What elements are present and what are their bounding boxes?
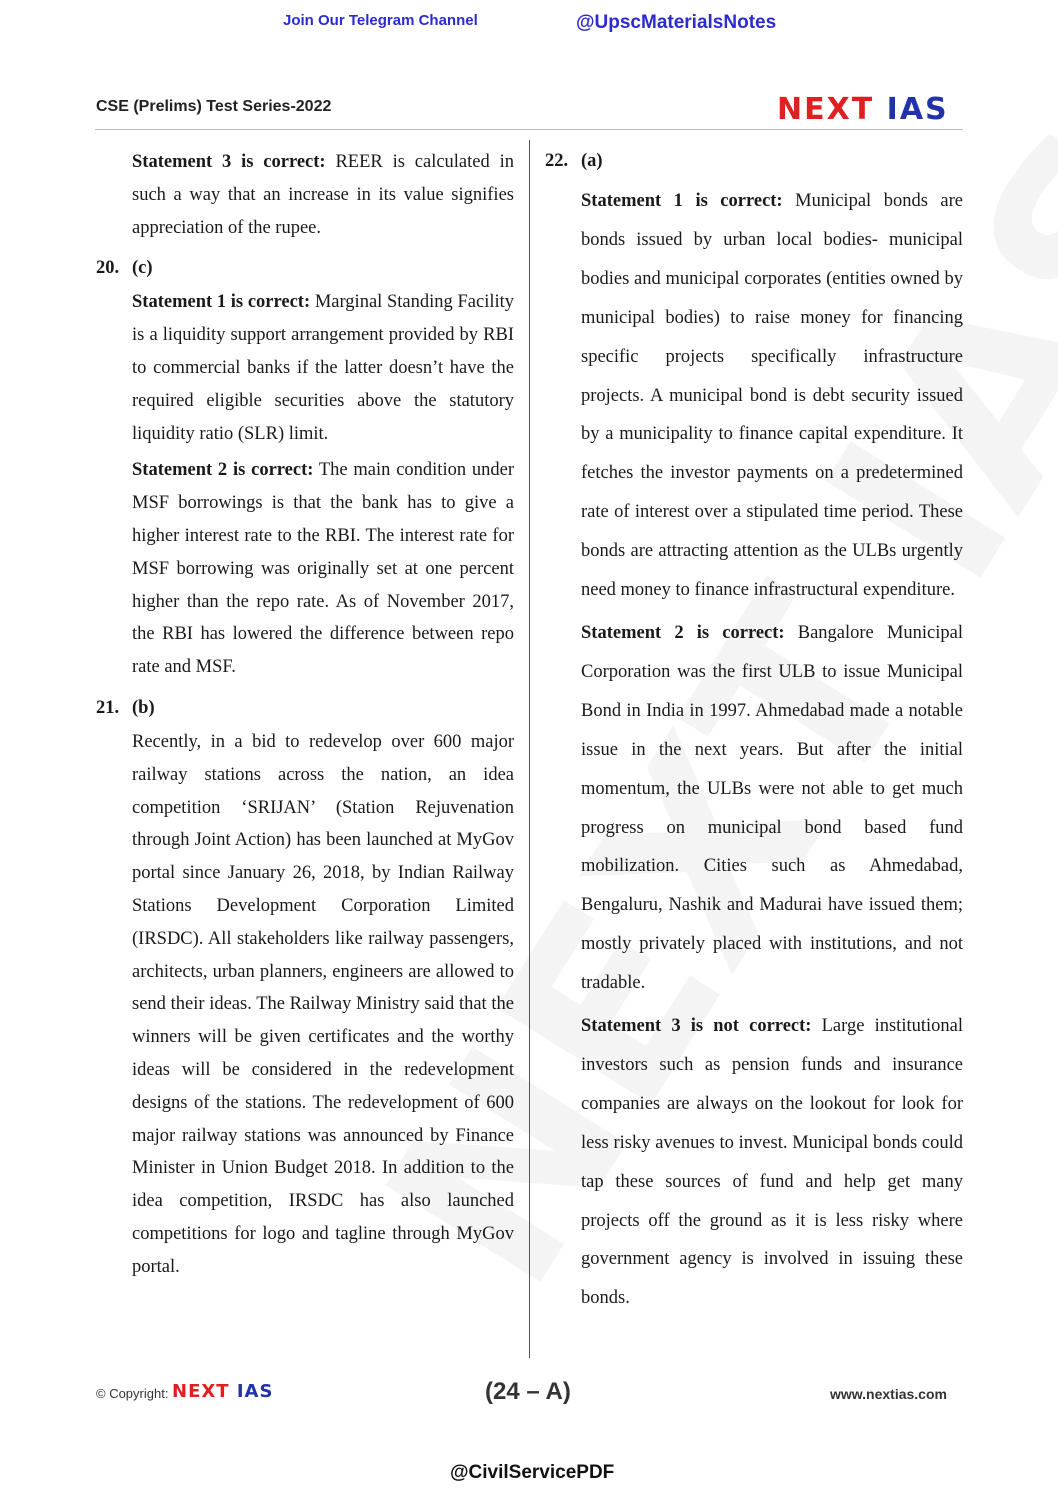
logo-ias-text: IAS	[236, 1381, 274, 1402]
column-divider	[529, 140, 530, 1358]
statement-text: REER is calculated in such a way that an increase in its value signifies appreciation of the rupee.	[132, 152, 514, 238]
statement-text: Marginal Standing Facility is a liquidity support arrangement provided by RBI to commercial banks if the latter doesn’t have the required eligible securities above the statutory liquidity ratio (SLR) limit.	[132, 292, 514, 444]
header-divider	[95, 129, 963, 130]
logo-next-text: NEXT	[777, 92, 875, 127]
question-number: 21.	[96, 697, 120, 718]
q22-statement-3	[581, 1007, 963, 1318]
question-number: 20.	[96, 258, 120, 279]
question-answer: (a)	[581, 151, 603, 171]
series-title: CSE (Prelims) Test Series-2022	[96, 98, 332, 115]
intro-paragraph	[132, 146, 514, 244]
statement-lead: Statement 1 is correct:	[581, 191, 783, 211]
statement-text: Municipal bonds are bonds issued by urban local bodies- municipal bodies and municipal corporates (entities owned by municipal bodies) to raise money for financing specific projects specifically infrastructure projects. A municipal bond is debt security issued by a municipality to finance capital expenditure. It fetches the investor payments on a predetermined rate of interest over a stipulated time period. These bonds are attracting attention as the ULBs urgently need money to finance infrastructural expenditure.	[581, 191, 964, 601]
question-20-header	[96, 252, 514, 282]
next-ias-logo	[777, 92, 949, 127]
statement-lead: Statement 2 is correct:	[581, 622, 785, 643]
logo-next-text: NEXT	[172, 1381, 230, 1402]
question-answer: (b)	[132, 697, 155, 718]
statement-lead: Statement 1 is correct:	[132, 292, 311, 313]
q20-statement-2	[132, 454, 514, 684]
bottom-channel-handle[interactable]: @CivilServicePDF	[450, 1462, 615, 1483]
copyright-label: © Copyright:	[96, 1386, 169, 1401]
statement-lead: Statement 3 is correct:	[132, 152, 326, 172]
statement-text: Bangalore Municipal Corporation was the first ULB to issue Municipal Bond in India in 1997. Ahmedabad made a notable issue in the next years. But after the initial momentum, the ULBs were not able to get much progress on municipal bond based fund mobilization. Cities such as Ahmedabad, Bengaluru, Nashik and Madurai have issued them; mostly privately placed with institutions, and not tradable.	[581, 622, 963, 994]
page-number: (24 – A)	[485, 1378, 571, 1405]
statement-text: Large institutional investors such as pension funds and insurance companies are always on the lookout for look for less risky avenues to invest. Municipal bonds could tap these sources of fund and help get many projects off the ground as it is less risky where government agency is involved in issuing these bonds.	[581, 1016, 963, 1309]
q20-statement-1	[132, 286, 514, 450]
question-21-header	[96, 692, 514, 722]
statement-text: The main condition under MSF borrowings is that the bank has to give a higher interest rate to the RBI. The interest rate for MSF borrowing was originally set at one percent higher than the repo rate. As of November 2017, the RBI has lowered the difference between repo rate and MSF.	[132, 460, 514, 678]
logo-ias-text: IAS	[886, 92, 949, 127]
website-link[interactable]: www.nextias.com	[830, 1386, 947, 1402]
question-22-header	[545, 142, 963, 178]
question-answer: (c)	[132, 258, 153, 279]
telegram-handle[interactable]: @UpscMaterialsNotes	[576, 12, 777, 33]
telegram-channel-label[interactable]: Join Our Telegram Channel	[283, 12, 478, 29]
statement-lead: Statement 2 is correct:	[132, 460, 314, 481]
left-column	[96, 146, 514, 1288]
right-column	[545, 146, 963, 1322]
q22-statement-1	[581, 182, 963, 610]
question-number: 22.	[545, 151, 569, 171]
statement-lead: Statement 3 is not correct:	[581, 1016, 812, 1037]
q22-statement-2	[581, 614, 963, 1003]
footer-logo	[172, 1381, 273, 1402]
q21-explanation: Recently, in a bid to redevelop over 600 major railway stations across the nation, an idea competition ‘SRIJAN’ (Station Rejuvenation through Joint Action) has been launched at MyGov portal since January 26, 2018, by Indian Railway Stations Development Corporation Limited (IRSDC). All stakeholders like railway passengers, architects, urban planners, engineers are allowed to send their ideas. The Railway Ministry said that the winners will be given certificates and the worthy ideas will be considered in the redevelopment designs of the stations. The redevelopment of 600 major railway stations was announced by Finance Minister in Union Budget 2018. In addition to the idea competition, IRSDC has also launched competitions for logo and tagline through MyGov portal.	[132, 731, 514, 1277]
